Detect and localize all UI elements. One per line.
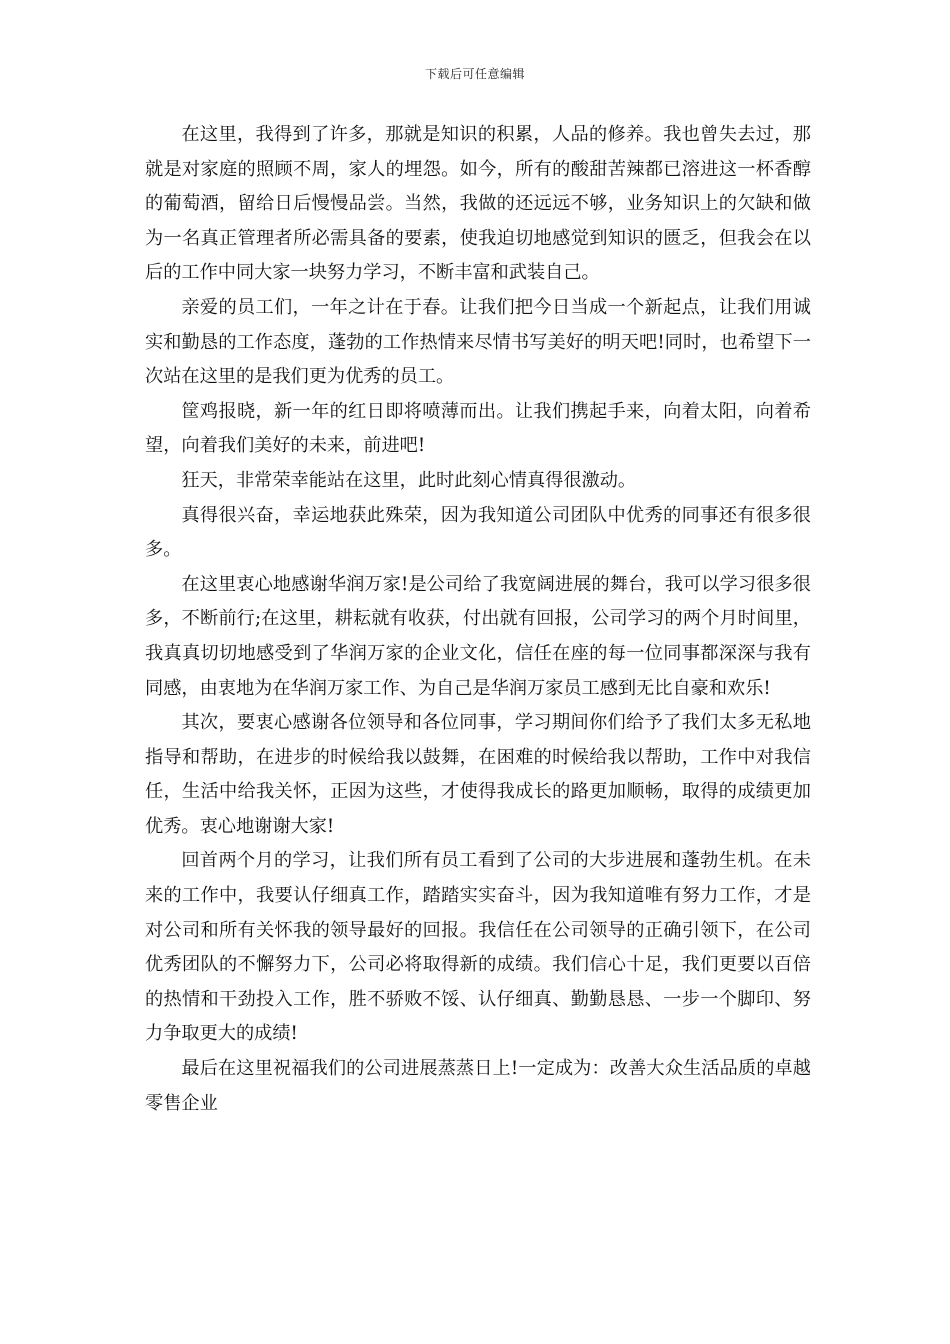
- paragraph-8: 回首两个月的学习，让我们所有员工看到了公司的大步进展和蓬勃生机。在未来的工作中，我要认仔细真工作，踏踏实实奋斗，因为我知道唯有努力工作，才是对公司和所有关怀我的领导最好的回报。我信任在公司领导的正确引领下，在公司优秀团队的不懈努力下，公司必将取得新的成绩。我们信心十足，我们更要以百倍的热情和干劲投入工作，胜不骄败不馁、认仔细真、勤勤恳恳、一步一个脚印、努力争取更大的成绩!: [145, 850, 811, 1045]
- paragraph-3: 筐鸡报晓，新一年的红日即将喷薄而出。让我们携起手来，向着太阳，向着希望，向着我们美好的未来，前进吧!: [145, 400, 811, 457]
- paragraph-5: 真得很兴奋，幸运地获此殊荣，因为我知道公司团队中优秀的同事还有很多很多。: [145, 504, 811, 561]
- paragraph-4: 狂天，非常荣幸能站在这里，此时此刻心情真得很激动。: [181, 469, 637, 491]
- paragraph-1: 在这里，我得到了许多，那就是知识的积累，人品的修养。我也曾失去过，那就是对家庭的照顾不周，家人的埋怨。如今，所有的酸甜苦辣都已溶进这一杯香醇的葡萄酒，留给日后慢慢品尝。当然，我做的还远远不够，业务知识上的欠缺和做为一名真正管理者所必需具备的要素，使我迫切地感觉到知识的匮乏，但我会在以后的工作中同大家一块努力学习，不断丰富和武装自己。: [145, 124, 811, 284]
- paragraph-6: 在这里衷心地感谢华润万家!是公司给了我宽阔进展的舞台，我可以学习很多很多，不断前行;在这里，耕耘就有收获，付出就有回报，公司学习的两个月时间里，我真真切切地感受到了华润万家的企业文化，信任在座的每一位同事都深深与我有同感，由衷地为在华润万家工作、为自己是华润万家员工感到无比自豪和欢乐!: [145, 573, 811, 699]
- paragraph-9: 最后在这里祝福我们的公司进展蒸蒸日上!一定成为：改善大众生活品质的卓越零售企业: [145, 1058, 811, 1114]
- document-body: [145, 118, 811, 1121]
- paragraph-7: 其次，要衷心感谢各位领导和各位同事，学习期间你们给予了我们太多无私地指导和帮助，在进步的时候给我以鼓舞，在困难的时候给我以帮助，工作中对我信任，生活中给我关怀，正因为这些，才使得我成长的路更加顺畅，取得的成绩更加优秀。衷心地谢谢大家!: [145, 712, 811, 837]
- paragraph-2: 亲爱的员工们，一年之计在于春。让我们把今日当成一个新起点，让我们用诚实和勤恳的工作态度，蓬勃的工作热情来尽情书写美好的明天吧!同时，也希望下一次站在这里的是我们更为优秀的员工。: [145, 296, 811, 388]
- page-header: 下载后可任意编辑: [424, 67, 525, 81]
